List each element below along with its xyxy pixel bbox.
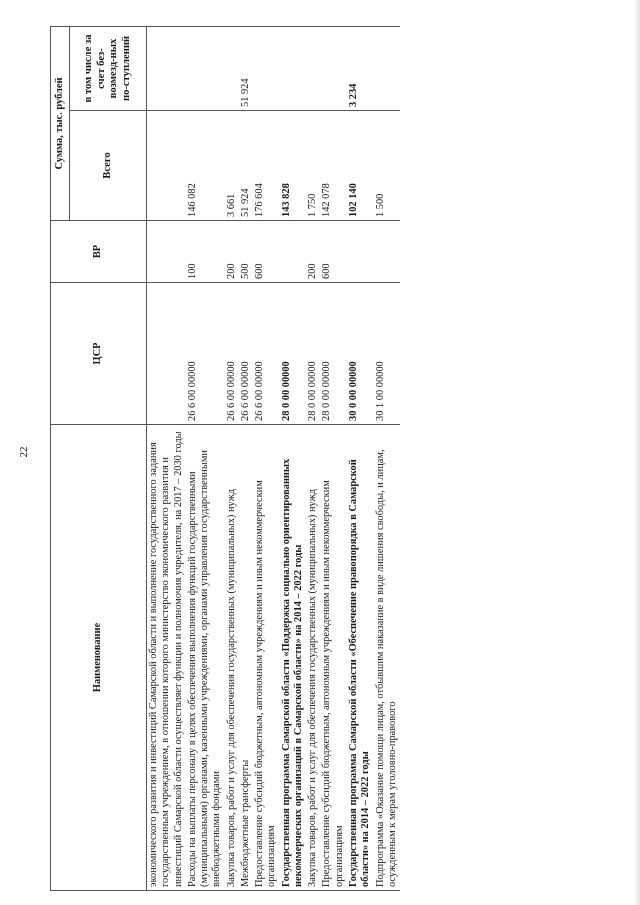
table-row — [347, 27, 374, 891]
cell-name: Расходы на выплаты персоналу в целях обеспечения выполнения функций государственными (муниципальными) органами, казенными учреждениями, органами управления государственными внебюджетными фондами — [186, 425, 225, 891]
col-header-total: Всего — [70, 111, 147, 221]
cell-total: 102 140 — [347, 111, 374, 221]
table-row — [374, 27, 401, 891]
cell-name: Государственная программа Самарской области «Обеспечение правопорядка в Самарской области» на 2014 – 2022 годы — [347, 425, 374, 891]
cell-vr — [147, 221, 186, 283]
cell-incl — [147, 27, 186, 111]
table-row — [239, 27, 253, 891]
cell-csr: 26 6 00 00000 — [239, 283, 253, 425]
cell-incl — [306, 27, 320, 111]
cell-csr: 26 6 00 00000 — [186, 283, 225, 425]
cell-incl — [253, 27, 280, 111]
cell-vr — [280, 221, 307, 283]
col-header-vr: ВР — [51, 221, 147, 283]
cell-incl — [280, 27, 307, 111]
cell-csr: 28 0 00 00000 — [280, 283, 307, 425]
cell-name: Предоставление субсидий бюджетным, автономным учреждениям и иным некоммерческим организациям — [320, 425, 347, 891]
cell-total: 176 604 — [253, 111, 280, 221]
cell-vr — [374, 221, 401, 283]
cell-total: 146 082 — [186, 111, 225, 221]
cell-csr: 28 0 00 00000 — [320, 283, 347, 425]
cell-name: экономического развития и инвестиций Самарской области и выполнение государственного задания государственным учреждением, в отношении которого министерство экономического развития и инвестиций Самарской области осуществляет функции и полномочия учредителя, на 2017 – 2030 годы — [147, 425, 186, 891]
cell-name: Закупка товаров, работ и услуг для обеспечения государственных (муниципальных) нужд — [306, 425, 320, 891]
col-header-including: в том числе за счет без-возмезд-ных по-ступлений — [70, 27, 147, 111]
table-row — [253, 27, 280, 891]
cell-vr: 200 — [225, 221, 239, 283]
cell-total: 143 828 — [280, 111, 307, 221]
cell-csr: 28 0 00 00000 — [306, 283, 320, 425]
cell-csr: 26 6 00 00000 — [225, 283, 239, 425]
cell-vr: 600 — [320, 221, 347, 283]
col-header-csr: ЦСР — [51, 283, 147, 425]
cell-vr: 200 — [306, 221, 320, 283]
cell-csr — [147, 283, 186, 425]
table-row — [147, 27, 186, 891]
col-header-name: Наименование — [51, 425, 147, 891]
cell-total: 1 750 — [306, 111, 320, 221]
cell-incl — [320, 27, 347, 111]
col-header-sum: Сумма, тыс. рублей — [51, 27, 70, 221]
page-number: 22 — [18, 446, 30, 458]
budget-table — [50, 26, 400, 891]
cell-total — [147, 111, 186, 221]
cell-name: Предоставление субсидий бюджетным, автономным учреждениям и иным некоммерческим организациям — [253, 425, 280, 891]
cell-total: 1 500 — [374, 111, 401, 221]
cell-csr: 26 6 00 00000 — [253, 283, 280, 425]
table-row — [280, 27, 307, 891]
cell-vr: 500 — [239, 221, 253, 283]
cell-vr — [347, 221, 374, 283]
cell-incl: 3 234 — [347, 27, 374, 111]
table-row — [186, 27, 225, 891]
cell-incl: 51 924 — [239, 27, 253, 111]
cell-name: Подпрограмма «Оказание помощи лицам, отбывшим наказание в виде лишения свободы, и лицам, осужденным к мерам уголовно-правового — [374, 425, 401, 891]
table-row — [306, 27, 320, 891]
cell-csr: 30 1 00 00000 — [374, 283, 401, 425]
cell-vr: 600 — [253, 221, 280, 283]
cell-incl — [186, 27, 225, 111]
cell-vr: 100 — [186, 221, 225, 283]
cell-name: Государственная программа Самарской области «Поддержка социально ориентированных некоммерческих организаций в Самарской области» на 2014 – 2022 годы — [280, 425, 307, 891]
cell-csr: 30 0 00 00000 — [347, 283, 374, 425]
cell-name: Межбюджетные трансферты — [239, 425, 253, 891]
table-row — [225, 27, 239, 891]
cell-total: 142 078 — [320, 111, 347, 221]
table-body — [147, 27, 401, 891]
cell-incl — [374, 27, 401, 111]
cell-total: 51 924 — [239, 111, 253, 221]
cell-name: Закупка товаров, работ и услуг для обеспечения государственных (муниципальных) нужд — [225, 425, 239, 891]
cell-total: 3 661 — [225, 111, 239, 221]
table-row — [320, 27, 347, 891]
cell-incl — [225, 27, 239, 111]
